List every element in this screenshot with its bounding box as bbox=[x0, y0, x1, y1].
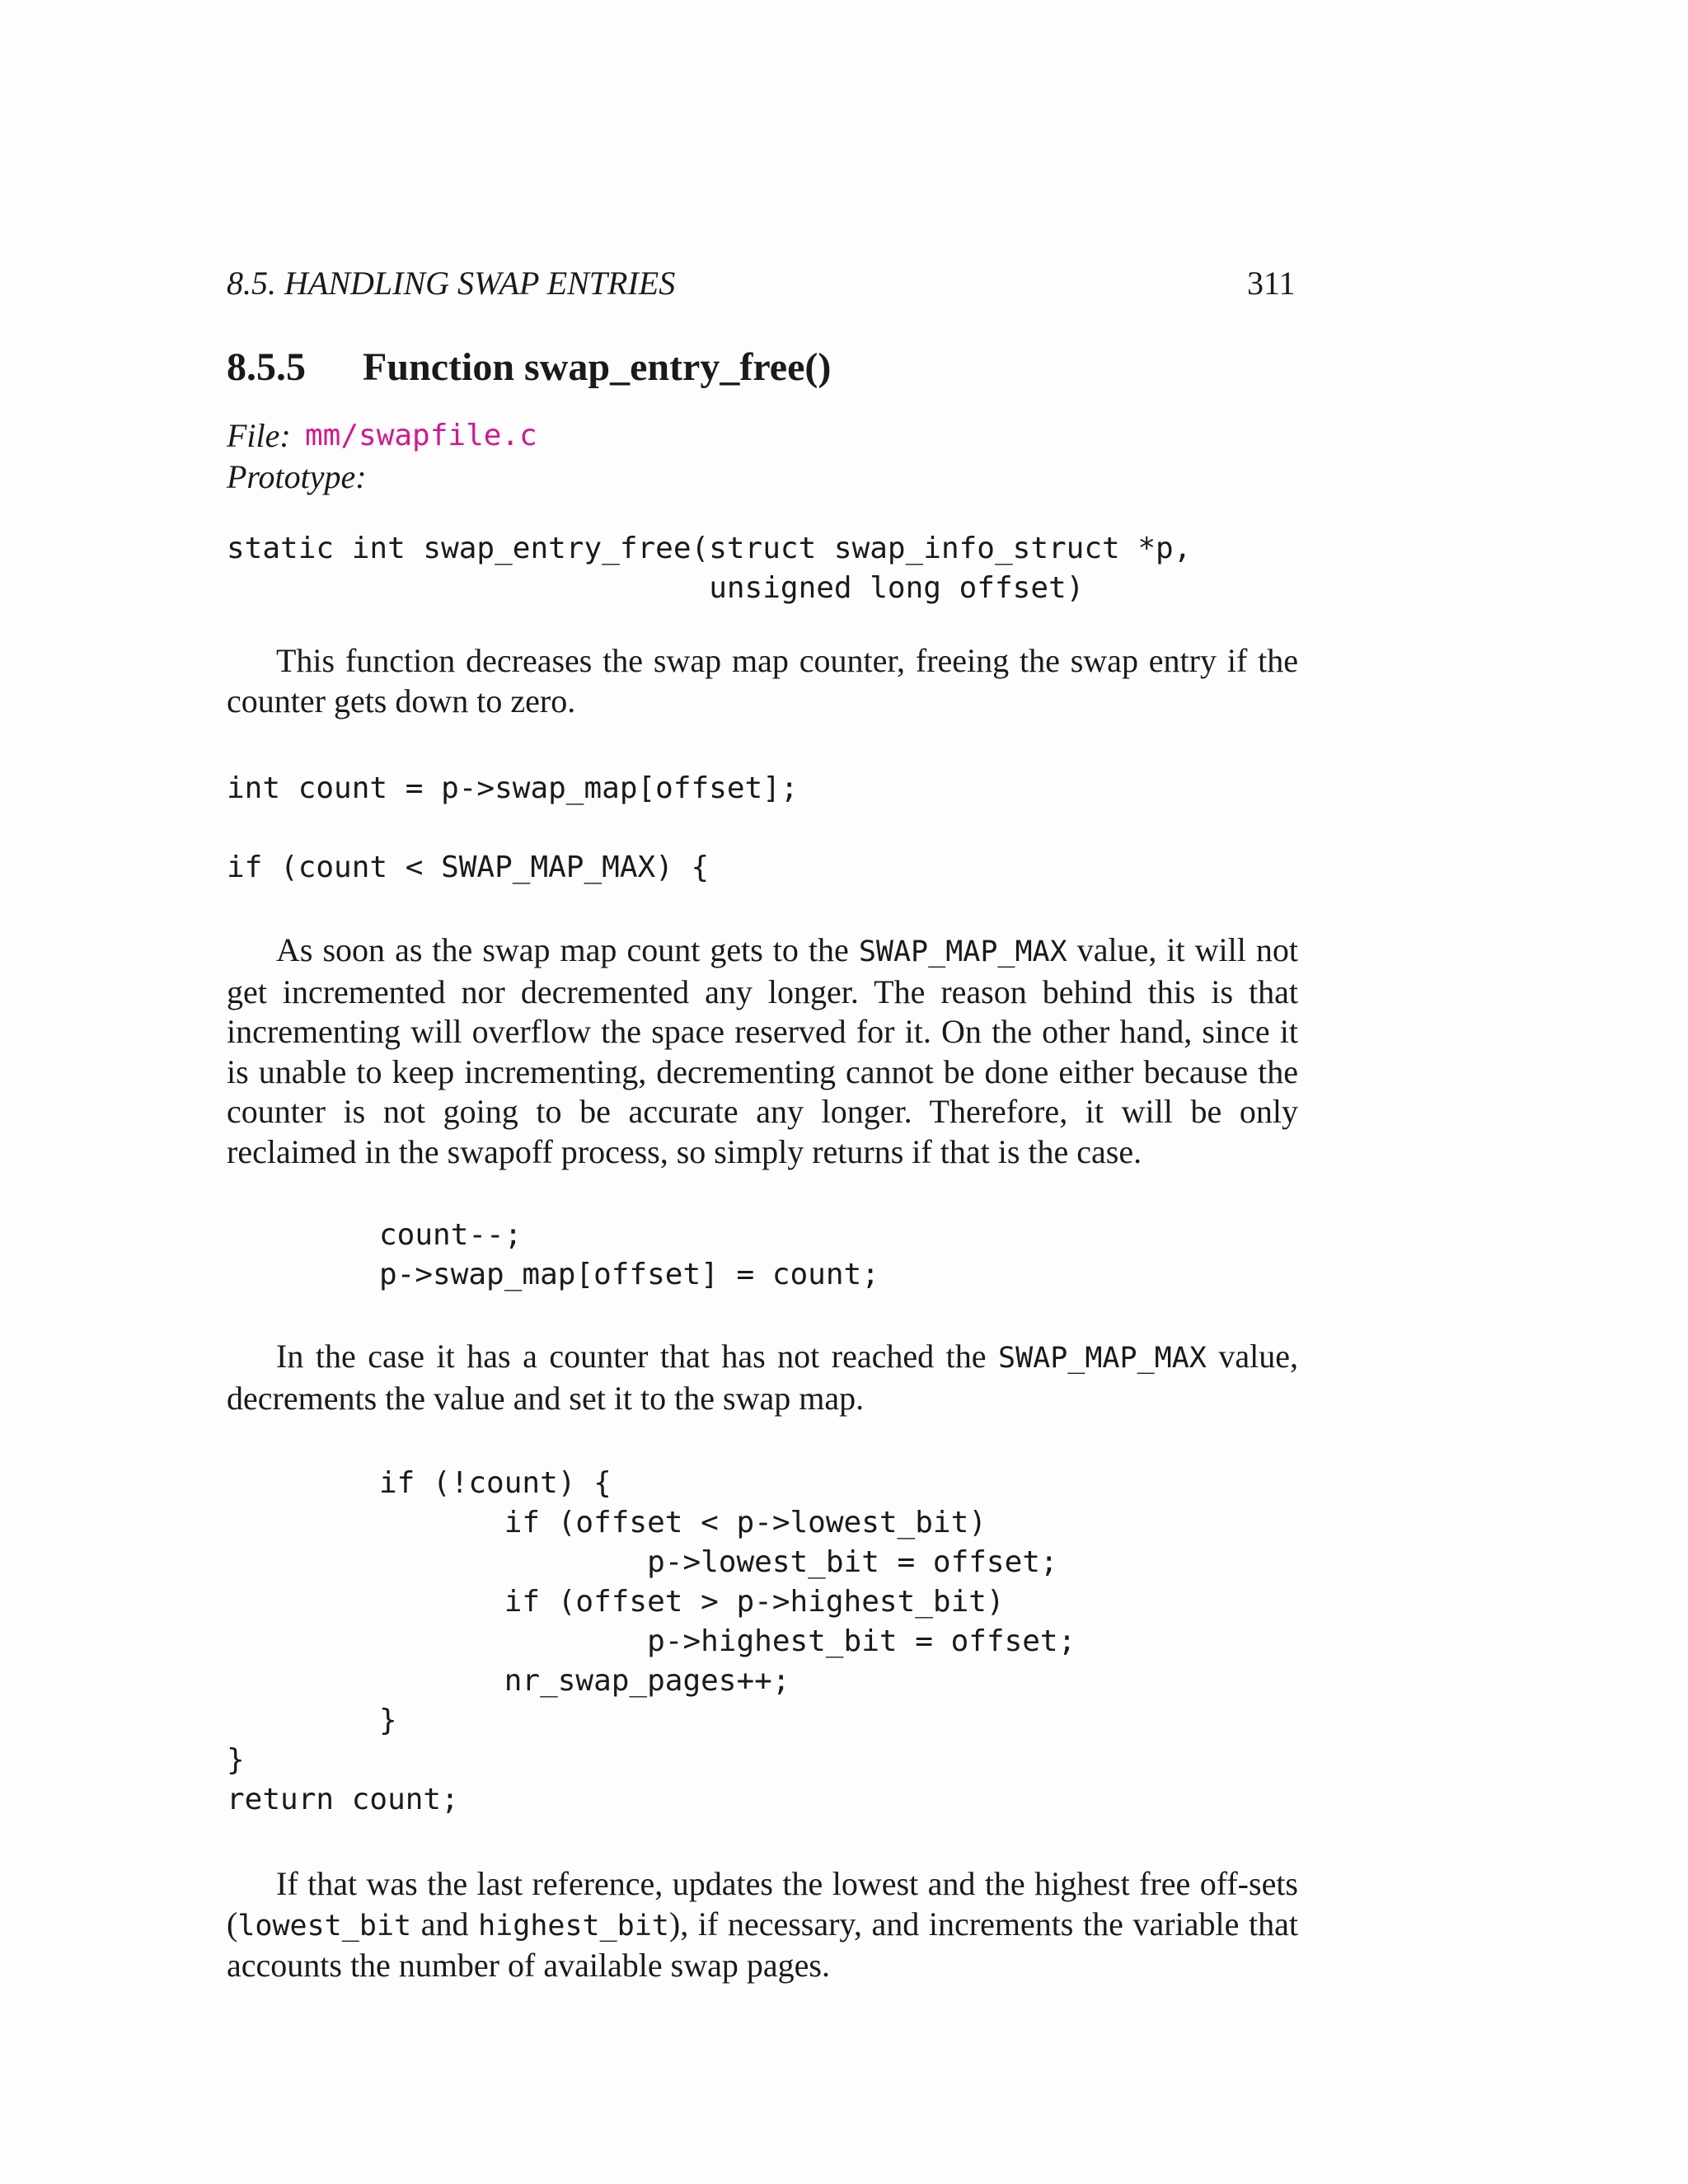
code-line: p->swap_map[offset] = count; bbox=[379, 1258, 879, 1291]
code-line: } bbox=[227, 1743, 245, 1777]
paragraph-text: value, it will not get incremented nor decremented any longer. The reason behind this is that incrementing will overflow the space reserved for it. On the other hand, since it is unable to keep incrementing, decrementing cannot be done either because the counter is not going to be accurate any longer. Therefore, it will be only reclaimed in the swapoff process, so simply returns if that is the case. bbox=[227, 931, 1299, 1170]
paragraph-decrement bbox=[227, 1337, 1298, 1418]
code-line: nr_swap_pages++; bbox=[379, 1664, 790, 1698]
code-line: static int swap_entry_free(struct swap_info_struct *p, bbox=[227, 532, 1192, 565]
code-line: p->lowest_bit = offset; bbox=[379, 1545, 1058, 1579]
paragraph-intro: This function decreases the swap map counter, freeing the swap entry if the counter gets down to zero. bbox=[227, 642, 1298, 719]
prototype-code-block bbox=[227, 529, 1191, 608]
decrement-code-block bbox=[379, 1216, 879, 1295]
prototype-label: Prototype: bbox=[227, 458, 367, 495]
code-count-declaration: int count = p->swap_map[offset]; bbox=[227, 771, 799, 805]
code-line: if (offset < p->lowest_bit) bbox=[379, 1506, 987, 1540]
paragraph-swap-map-max bbox=[227, 930, 1298, 1172]
code-if-count: if (count < SWAP_MAP_MAX) { bbox=[227, 851, 710, 884]
code-line: if (!count) { bbox=[379, 1466, 612, 1500]
inline-code: SWAP_MAP_MAX bbox=[998, 1342, 1207, 1375]
paragraph-last-reference bbox=[227, 1864, 1298, 1986]
section-number: 8.5.5 bbox=[227, 345, 306, 389]
code-line: } bbox=[379, 1704, 397, 1737]
code-line: count--; bbox=[379, 1218, 523, 1252]
code-line: p->highest_bit = offset; bbox=[379, 1624, 1076, 1658]
paragraph-text: In the case it has a counter that has not reached the bbox=[276, 1338, 998, 1375]
inline-code: highest_bit bbox=[478, 1909, 669, 1943]
code-line: if (offset > p->highest_bit) bbox=[379, 1585, 1005, 1619]
if-not-count-code-block bbox=[379, 1464, 1076, 1741]
code-line: unsigned long offset) bbox=[227, 571, 1085, 605]
file-path-link[interactable]: mm/swapfile.c bbox=[305, 419, 537, 452]
file-label: File: bbox=[227, 417, 291, 454]
paragraph-text: and bbox=[411, 1905, 479, 1943]
code-line: return count; bbox=[227, 1783, 459, 1816]
inline-code: lowest_bit bbox=[237, 1909, 412, 1943]
paragraph-text: value, decrements the value and set it to the swap map. bbox=[227, 1338, 1299, 1417]
close-return-code-block bbox=[227, 1741, 459, 1820]
section-title: Function swap_entry_free() bbox=[363, 345, 832, 389]
inline-code: SWAP_MAP_MAX bbox=[858, 935, 1067, 968]
paragraph-text: If that was the last reference, updates the lowest and the highest free off-sets ( bbox=[227, 1865, 1298, 1943]
paragraph-text: ), if necessary, and increments the variable that accounts the number of available swap pages. bbox=[227, 1905, 1298, 1984]
page-number: 311 bbox=[1247, 265, 1296, 302]
running-header-title: 8.5. HANDLING SWAP ENTRIES bbox=[227, 265, 676, 302]
paragraph-text: As soon as the swap map count gets to the bbox=[276, 931, 859, 968]
